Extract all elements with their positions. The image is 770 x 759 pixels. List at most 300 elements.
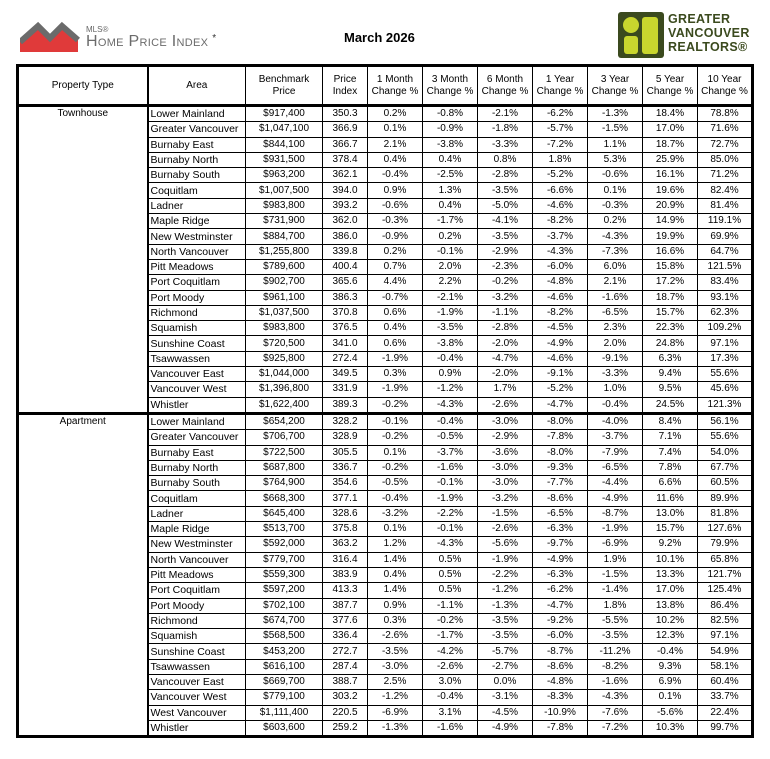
gvr-logo-icon (618, 12, 664, 58)
value-cell: 387.7 (323, 598, 368, 613)
value-cell: 339.8 (323, 244, 368, 259)
column-header: 1 Year Change % (533, 66, 588, 106)
value-cell: 331.9 (323, 382, 368, 397)
area-cell: Greater Vancouver (148, 430, 246, 445)
area-cell: Vancouver West (148, 690, 246, 705)
value-cell: 2.3% (588, 321, 643, 336)
area-cell: Vancouver East (148, 674, 246, 689)
value-cell: 287.4 (323, 659, 368, 674)
value-cell: $1,396,800 (246, 382, 323, 397)
value-cell: -6.5% (588, 460, 643, 475)
value-cell: -5.6% (643, 705, 698, 720)
value-cell: 89.9% (698, 491, 753, 506)
value-cell: $983,800 (246, 321, 323, 336)
value-cell: 0.9% (368, 598, 423, 613)
value-cell: 67.7% (698, 460, 753, 475)
area-cell: Richmond (148, 305, 246, 320)
value-cell: 65.8% (698, 552, 753, 567)
value-cell: -3.8% (423, 137, 478, 152)
value-cell: 0.5% (423, 583, 478, 598)
table-row (18, 413, 753, 429)
value-cell: 79.9% (698, 537, 753, 552)
value-cell: $1,037,500 (246, 305, 323, 320)
area-cell: Burnaby North (148, 460, 246, 475)
value-cell: 386.3 (323, 290, 368, 305)
area-cell: Pitt Meadows (148, 567, 246, 582)
value-cell: -4.3% (423, 537, 478, 552)
value-cell: 18.7% (643, 137, 698, 152)
area-cell: Ladner (148, 506, 246, 521)
value-cell: -0.2% (423, 613, 478, 628)
value-cell: -3.7% (533, 229, 588, 244)
value-cell: 15.8% (643, 259, 698, 274)
value-cell: 413.3 (323, 583, 368, 598)
value-cell: -3.5% (478, 629, 533, 644)
value-cell: 362.0 (323, 214, 368, 229)
value-cell: 71.6% (698, 122, 753, 137)
value-cell: $779,100 (246, 690, 323, 705)
value-cell: $1,111,400 (246, 705, 323, 720)
value-cell: 0.9% (423, 367, 478, 382)
value-cell: -0.2% (368, 430, 423, 445)
value-cell: 6.9% (643, 674, 698, 689)
value-cell: 341.0 (323, 336, 368, 351)
value-cell: 0.4% (423, 198, 478, 213)
value-cell: 71.2% (698, 168, 753, 183)
value-cell: -2.9% (478, 244, 533, 259)
value-cell: $559,300 (246, 567, 323, 582)
value-cell: -11.2% (588, 644, 643, 659)
value-cell: 0.1% (368, 522, 423, 537)
value-cell: -6.5% (533, 506, 588, 521)
area-cell: Squamish (148, 321, 246, 336)
value-cell: -4.9% (533, 552, 588, 567)
value-cell: $931,500 (246, 152, 323, 167)
value-cell: 60.5% (698, 476, 753, 491)
value-cell: 366.7 (323, 137, 368, 152)
value-cell: -4.7% (478, 351, 533, 366)
value-cell: -9.3% (533, 460, 588, 475)
value-cell: 0.9% (368, 183, 423, 198)
value-cell: 2.0% (423, 259, 478, 274)
value-cell: -0.2% (368, 397, 423, 413)
value-cell: -3.0% (368, 659, 423, 674)
value-cell: 349.5 (323, 367, 368, 382)
value-cell: 328.9 (323, 430, 368, 445)
value-cell: 10.2% (643, 613, 698, 628)
value-cell: 25.9% (643, 152, 698, 167)
value-cell: -6.9% (368, 705, 423, 720)
value-cell: -8.6% (533, 659, 588, 674)
value-cell: $706,700 (246, 430, 323, 445)
value-cell: 363.2 (323, 537, 368, 552)
value-cell: -7.3% (588, 244, 643, 259)
value-cell: -0.1% (368, 413, 423, 429)
value-cell: 6.3% (643, 351, 698, 366)
value-cell: 0.1% (588, 183, 643, 198)
value-cell: -0.1% (423, 522, 478, 537)
value-cell: -5.7% (478, 644, 533, 659)
value-cell: -0.2% (368, 460, 423, 475)
value-cell: 93.1% (698, 290, 753, 305)
value-cell: 45.6% (698, 382, 753, 397)
value-cell: -4.3% (423, 397, 478, 413)
value-cell: 350.3 (323, 106, 368, 122)
value-cell: 9.5% (643, 382, 698, 397)
value-cell: -6.2% (533, 106, 588, 122)
value-cell: 0.2% (368, 244, 423, 259)
value-cell: -0.7% (368, 290, 423, 305)
value-cell: -3.3% (588, 367, 643, 382)
area-cell: Tsawwassen (148, 659, 246, 674)
value-cell: -5.2% (533, 382, 588, 397)
value-cell: 7.8% (643, 460, 698, 475)
value-cell: -4.3% (533, 244, 588, 259)
value-cell: $616,100 (246, 659, 323, 674)
area-cell: Squamish (148, 629, 246, 644)
value-cell: -1.1% (478, 305, 533, 320)
value-cell: -4.4% (588, 476, 643, 491)
area-cell: Vancouver West (148, 382, 246, 397)
value-cell: $568,500 (246, 629, 323, 644)
value-cell: 18.7% (643, 290, 698, 305)
value-cell: 109.2% (698, 321, 753, 336)
value-cell: -8.0% (533, 413, 588, 429)
value-cell: 383.9 (323, 567, 368, 582)
value-cell: -7.7% (533, 476, 588, 491)
value-cell: 1.2% (368, 537, 423, 552)
value-cell: -3.0% (478, 476, 533, 491)
value-cell: 6.0% (588, 259, 643, 274)
value-cell: $983,800 (246, 198, 323, 213)
area-cell: Coquitlam (148, 491, 246, 506)
value-cell: 305.5 (323, 445, 368, 460)
value-cell: 1.8% (533, 152, 588, 167)
value-cell: 0.5% (423, 567, 478, 582)
value-cell: $1,047,100 (246, 122, 323, 137)
value-cell: $917,400 (246, 106, 323, 122)
value-cell: -4.7% (533, 598, 588, 613)
area-cell: Port Coquitlam (148, 583, 246, 598)
value-cell: 0.5% (423, 552, 478, 567)
value-cell: -0.4% (643, 644, 698, 659)
value-cell: 14.9% (643, 214, 698, 229)
value-cell: -1.9% (368, 351, 423, 366)
value-cell: -6.0% (533, 629, 588, 644)
value-cell: 7.4% (643, 445, 698, 460)
value-cell: 370.8 (323, 305, 368, 320)
value-cell: -4.7% (533, 397, 588, 413)
value-cell: 0.4% (423, 152, 478, 167)
value-cell: 2.1% (588, 275, 643, 290)
value-cell: 18.4% (643, 106, 698, 122)
value-cell: 0.6% (368, 305, 423, 320)
value-cell: 9.2% (643, 537, 698, 552)
value-cell: 0.3% (368, 613, 423, 628)
value-cell: $668,300 (246, 491, 323, 506)
value-cell: -7.6% (588, 705, 643, 720)
value-cell: -4.5% (533, 321, 588, 336)
value-cell: -2.6% (478, 397, 533, 413)
value-cell: -3.5% (478, 229, 533, 244)
value-cell: 85.0% (698, 152, 753, 167)
value-cell: 8.4% (643, 413, 698, 429)
area-cell: Port Coquitlam (148, 275, 246, 290)
value-cell: -5.6% (478, 537, 533, 552)
property-type-cell: Apartment (18, 413, 148, 736)
value-cell: -1.7% (423, 214, 478, 229)
column-header: 10 Year Change % (698, 66, 753, 106)
value-cell: 82.5% (698, 613, 753, 628)
column-header: 3 Year Change % (588, 66, 643, 106)
value-cell: -4.2% (423, 644, 478, 659)
value-cell: 2.2% (423, 275, 478, 290)
value-cell: 2.1% (368, 137, 423, 152)
value-cell: -3.8% (423, 336, 478, 351)
column-header: 3 Month Change % (423, 66, 478, 106)
value-cell: -6.9% (588, 537, 643, 552)
column-header: 1 Month Change % (368, 66, 423, 106)
value-cell: $1,007,500 (246, 183, 323, 198)
hpi-name-text: Home Price Index (86, 33, 209, 50)
value-cell: -1.3% (588, 106, 643, 122)
value-cell: -7.2% (588, 720, 643, 736)
value-cell: -1.2% (368, 690, 423, 705)
value-cell: -4.6% (533, 351, 588, 366)
value-cell: -1.6% (423, 460, 478, 475)
value-cell: -1.9% (368, 382, 423, 397)
value-cell: -4.6% (533, 198, 588, 213)
value-cell: 5.3% (588, 152, 643, 167)
value-cell: -2.6% (423, 659, 478, 674)
value-cell: -1.3% (368, 720, 423, 736)
value-cell: $722,500 (246, 445, 323, 460)
value-cell: 58.1% (698, 659, 753, 674)
value-cell: $963,200 (246, 168, 323, 183)
value-cell: $925,800 (246, 351, 323, 366)
value-cell: $1,622,400 (246, 397, 323, 413)
value-cell: 1.4% (368, 583, 423, 598)
value-cell: -1.5% (478, 506, 533, 521)
value-cell: 336.4 (323, 629, 368, 644)
value-cell: -0.9% (423, 122, 478, 137)
value-cell: -1.5% (588, 567, 643, 582)
value-cell: -3.7% (423, 445, 478, 460)
value-cell: 328.6 (323, 506, 368, 521)
value-cell: 0.2% (368, 106, 423, 122)
value-cell: 328.2 (323, 413, 368, 429)
value-cell: -0.3% (368, 214, 423, 229)
area-cell: Lower Mainland (148, 106, 246, 122)
value-cell: $597,200 (246, 583, 323, 598)
value-cell: 24.8% (643, 336, 698, 351)
value-cell: -2.1% (423, 290, 478, 305)
value-cell: -0.4% (588, 397, 643, 413)
value-cell: 336.7 (323, 460, 368, 475)
value-cell: -8.2% (533, 214, 588, 229)
area-cell: Whistler (148, 720, 246, 736)
value-cell: -3.0% (478, 460, 533, 475)
value-cell: 393.2 (323, 198, 368, 213)
value-cell: 12.3% (643, 629, 698, 644)
value-cell: -5.2% (533, 168, 588, 183)
value-cell: -3.6% (478, 445, 533, 460)
value-cell: -4.9% (588, 491, 643, 506)
value-cell: -0.4% (423, 690, 478, 705)
value-cell: 7.1% (643, 430, 698, 445)
value-cell: $779,700 (246, 552, 323, 567)
value-cell: 22.3% (643, 321, 698, 336)
value-cell: -3.5% (478, 613, 533, 628)
value-cell: -9.7% (533, 537, 588, 552)
table-body (18, 106, 753, 737)
value-cell: -4.8% (533, 674, 588, 689)
value-cell: -3.5% (588, 629, 643, 644)
value-cell: -1.8% (478, 122, 533, 137)
value-cell: -2.7% (478, 659, 533, 674)
value-cell: -8.2% (588, 659, 643, 674)
value-cell: -7.8% (533, 430, 588, 445)
value-cell: 17.0% (643, 122, 698, 137)
value-cell: 16.6% (643, 244, 698, 259)
gvr-line: VANCOUVER (668, 26, 750, 40)
value-cell: 400.4 (323, 259, 368, 274)
value-cell: 55.6% (698, 367, 753, 382)
value-cell: -6.2% (533, 583, 588, 598)
value-cell: 1.8% (588, 598, 643, 613)
area-cell: North Vancouver (148, 244, 246, 259)
value-cell: -0.4% (423, 351, 478, 366)
value-cell: -1.9% (588, 522, 643, 537)
column-header: Property Type (18, 66, 148, 106)
area-cell: Sunshine Coast (148, 644, 246, 659)
area-cell: West Vancouver (148, 705, 246, 720)
page-title: March 2026 (344, 30, 415, 45)
value-cell: 82.4% (698, 183, 753, 198)
value-cell: -1.9% (423, 491, 478, 506)
value-cell: -7.9% (588, 445, 643, 460)
value-cell: -3.0% (478, 413, 533, 429)
value-cell: -8.0% (533, 445, 588, 460)
value-cell: 10.3% (643, 720, 698, 736)
value-cell: 119.1% (698, 214, 753, 229)
value-cell: -1.4% (588, 583, 643, 598)
value-cell: 2.5% (368, 674, 423, 689)
value-cell: 125.4% (698, 583, 753, 598)
value-cell: -1.1% (423, 598, 478, 613)
value-cell: -0.8% (423, 106, 478, 122)
value-cell: -1.9% (478, 552, 533, 567)
value-cell: 376.5 (323, 321, 368, 336)
value-cell: -2.9% (478, 430, 533, 445)
value-cell: -7.2% (533, 137, 588, 152)
value-cell: -1.6% (588, 674, 643, 689)
value-cell: -5.0% (478, 198, 533, 213)
value-cell: 388.7 (323, 674, 368, 689)
value-cell: $603,600 (246, 720, 323, 736)
value-cell: -10.9% (533, 705, 588, 720)
value-cell: 377.1 (323, 491, 368, 506)
column-header: 5 Year Change % (643, 66, 698, 106)
area-cell: North Vancouver (148, 552, 246, 567)
property-type-cell: Townhouse (18, 106, 148, 414)
value-cell: -2.2% (423, 506, 478, 521)
value-cell: -0.5% (368, 476, 423, 491)
area-cell: New Westminster (148, 537, 246, 552)
value-cell: 354.6 (323, 476, 368, 491)
value-cell: -5.5% (588, 613, 643, 628)
value-cell: -1.9% (423, 305, 478, 320)
value-cell: -4.5% (478, 705, 533, 720)
value-cell: 22.4% (698, 705, 753, 720)
value-cell: 11.6% (643, 491, 698, 506)
value-cell: 220.5 (323, 705, 368, 720)
value-cell: $453,200 (246, 644, 323, 659)
value-cell: 1.7% (478, 382, 533, 397)
area-cell: Burnaby South (148, 168, 246, 183)
value-cell: 15.7% (643, 522, 698, 537)
value-cell: -8.7% (533, 644, 588, 659)
value-cell: -8.3% (533, 690, 588, 705)
value-cell: -7.8% (533, 720, 588, 736)
value-cell: 0.3% (368, 367, 423, 382)
hpi-mls-label: MLS® (86, 25, 109, 34)
value-cell: 13.3% (643, 567, 698, 582)
value-cell: 13.0% (643, 506, 698, 521)
value-cell: -8.7% (588, 506, 643, 521)
value-cell: -0.5% (423, 430, 478, 445)
area-cell: Vancouver East (148, 367, 246, 382)
value-cell: 127.6% (698, 522, 753, 537)
value-cell: 10.1% (643, 552, 698, 567)
area-cell: Port Moody (148, 598, 246, 613)
value-cell: 33.7% (698, 690, 753, 705)
value-cell: $902,700 (246, 275, 323, 290)
value-cell: 86.4% (698, 598, 753, 613)
value-cell: 24.5% (643, 397, 698, 413)
value-cell: 0.1% (368, 445, 423, 460)
value-cell: -0.4% (368, 168, 423, 183)
gvr-line: REALTORS® (668, 40, 748, 54)
value-cell: -3.5% (478, 183, 533, 198)
column-header: Price Index (323, 66, 368, 106)
value-cell: 83.4% (698, 275, 753, 290)
value-cell: 303.2 (323, 690, 368, 705)
value-cell: 17.3% (698, 351, 753, 366)
value-cell: 4.4% (368, 275, 423, 290)
value-cell: 69.9% (698, 229, 753, 244)
area-cell: Richmond (148, 613, 246, 628)
value-cell: 62.3% (698, 305, 753, 320)
value-cell: -3.5% (423, 321, 478, 336)
value-cell: $654,200 (246, 413, 323, 429)
value-cell: -4.3% (588, 690, 643, 705)
value-cell: 272.4 (323, 351, 368, 366)
value-cell: -0.1% (423, 476, 478, 491)
area-cell: Sunshine Coast (148, 336, 246, 351)
value-cell: 78.8% (698, 106, 753, 122)
value-cell: -4.6% (533, 290, 588, 305)
value-cell: -0.3% (588, 198, 643, 213)
column-header: Area (148, 66, 246, 106)
value-cell: -1.7% (423, 629, 478, 644)
value-cell: -3.7% (588, 430, 643, 445)
value-cell: 0.2% (588, 214, 643, 229)
value-cell: -9.2% (533, 613, 588, 628)
value-cell: 17.0% (643, 583, 698, 598)
area-cell: Coquitlam (148, 183, 246, 198)
value-cell: -1.6% (588, 290, 643, 305)
